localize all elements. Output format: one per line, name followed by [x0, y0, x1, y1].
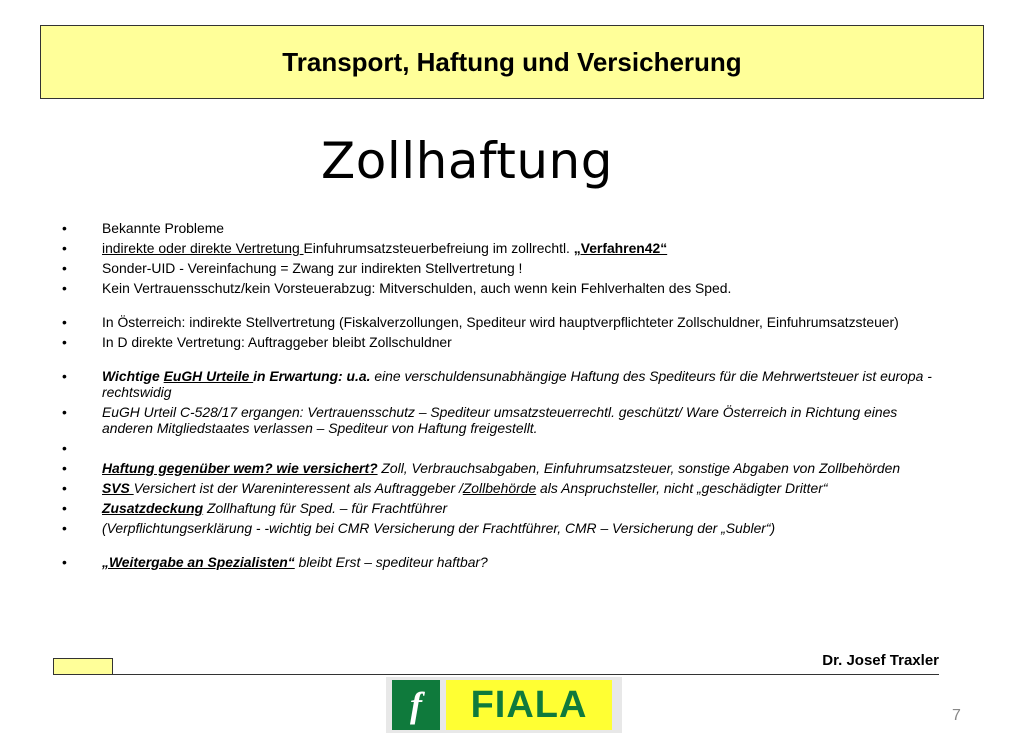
- header-title: Transport, Haftung und Versicherung: [282, 46, 742, 77]
- list-item: • Haftung gegenüber wem? wie versichert? Zoll, Verbrauchsabgaben, Einfuhrumsatzsteuer, sonstige Abgaben von Zollbehörden: [62, 460, 901, 476]
- bullet-bold-underlined: EuGH Urteile: [163, 368, 254, 384]
- page-number: 7: [952, 707, 961, 724]
- bullet-text: Versichert ist der Wareninteressent als Auftraggeber /: [133, 480, 463, 496]
- bullet-text: eine verschuldensunabhängige Haftung des Spediteurs für die Mehrwertsteuer ist europa - rechtswidig: [102, 368, 932, 400]
- bullet-list: [62, 220, 942, 574]
- bullet-bold-underlined: Haftung gegenüber wem? wie versichert?: [102, 460, 378, 476]
- logo-f-icon: f: [392, 680, 440, 730]
- logo-text: FIALA: [446, 680, 612, 730]
- footer-divider: [113, 674, 939, 675]
- bullet-text: Einfuhrumsatzsteuerbefreiung im zollrechtl.: [303, 240, 574, 256]
- list-item: • „Weitergabe an Spezialisten“ bleibt Erst – spediteur haftbar?: [62, 554, 488, 570]
- list-item: • In Österreich: indirekte Stellvertretung (Fiskalverzollungen, Spediteur wird hauptverpflichteter Zollschuldner, Einfuhrumsatzsteuer): [62, 314, 899, 330]
- header-banner: [40, 25, 984, 99]
- bullet-bold: in Erwartung: u.a.: [253, 368, 371, 384]
- list-item: • (Verpflichtungserklärung - -wichtig bei CMR Versicherung der Frachtführer, CMR – Versicherung der „Subler“): [62, 520, 776, 536]
- bullet-text: EuGH Urteil C-528/17 ergangen: Vertrauensschutz – Spediteur umsatzsteuerrechtl. geschützt/ Ware Österreich in Richtung eines anderen Mitgliedstaates verlassen – Spediteur von Haftung freigestellt.: [102, 404, 898, 436]
- list-item: • In D direkte Vertretung: Auftraggeber bleibt Zollschuldner: [62, 334, 452, 350]
- bullet-text: Kein Vertrauensschutz/kein Vorsteuerabzug: Mitverschulden, auch wenn kein Fehlverhalten des Sped.: [102, 280, 732, 296]
- bullet-underlined: Zollbehörde: [462, 480, 537, 496]
- list-item: • EuGH Urteil C-528/17 ergangen: Vertrauensschutz – Spediteur umsatzsteuerrechtl. geschützt/ Ware Österreich in Richtung eines anderen Mitgliedstaates verlassen – Spediteur von Haftung freigestellt.: [62, 404, 898, 436]
- author-name: Dr. Josef Traxler: [822, 652, 939, 669]
- bullet-text: In D direkte Vertretung: Auftraggeber bleibt Zollschuldner: [102, 334, 452, 350]
- list-item-empty: •: [62, 440, 67, 456]
- footer-color-box: [53, 658, 113, 675]
- bullet-text: Zoll, Verbrauchsabgaben, Einfuhrumsatzsteuer, sonstige Abgaben von Zollbehörden: [377, 460, 901, 476]
- bullet-text: In Österreich: indirekte Stellvertretung (Fiskalverzollungen, Spediteur wird hauptverpflichteter Zollschuldner, Einfuhrumsatzsteuer): [102, 314, 899, 330]
- list-item: • indirekte oder direkte Vertretung Einfuhrumsatzsteuerbefreiung im zollrechtl. „Verfahren42“: [62, 240, 668, 256]
- bullet-bold: Wichtige: [102, 368, 164, 384]
- bullet-bold: „Verfahren42“: [573, 240, 668, 256]
- bullet-text: bleibt Erst – spediteur haftbar?: [294, 554, 488, 570]
- bullet-underlined: indirekte oder direkte Vertretung: [102, 240, 300, 256]
- list-item: • Bekannte Probleme: [62, 220, 225, 236]
- list-item: • Wichtige EuGH Urteile in Erwartung: u.a. eine verschuldensunabhängige Haftung des Spediteurs für die Mehrwertsteuer ist europa - rechtswidig: [62, 368, 932, 400]
- bullet-text: (Verpflichtungserklärung - -wichtig bei CMR Versicherung der Frachtführer, CMR – Versicherung der „Subler“): [102, 520, 776, 536]
- bullet-bold-underlined: „Weitergabe an Spezialisten“: [102, 554, 295, 570]
- bullet-bold-underlined: Zusatzdeckung: [102, 500, 204, 516]
- list-item: • Zusatzdeckung Zollhaftung für Sped. – für Frachtführer: [62, 500, 448, 516]
- fiala-logo: [386, 677, 622, 733]
- list-item: • Kein Vertrauensschutz/kein Vorsteuerabzug: Mitverschulden, auch wenn kein Fehlverhalten des Sped.: [62, 280, 732, 296]
- list-item: • SVS Versichert ist der Wareninteressent als Auftraggeber /Zollbehörde als Anspruchsteller, nicht „geschädigter Dritter“: [62, 480, 828, 496]
- slide-title: Zollhaftung: [321, 132, 613, 190]
- bullet-text: Bekannte Probleme: [102, 220, 225, 236]
- bullet-bold-underlined: SVS: [102, 480, 134, 496]
- list-item: • Sonder-UID - Vereinfachung = Zwang zur indirekten Stellvertretung !: [62, 260, 523, 276]
- bullet-text: Zollhaftung für Sped. – für Frachtführer: [203, 500, 448, 516]
- bullet-text: als Anspruchsteller, nicht „geschädigter Dritter“: [536, 480, 828, 496]
- bullet-text: Sonder-UID - Vereinfachung = Zwang zur indirekten Stellvertretung !: [102, 260, 523, 276]
